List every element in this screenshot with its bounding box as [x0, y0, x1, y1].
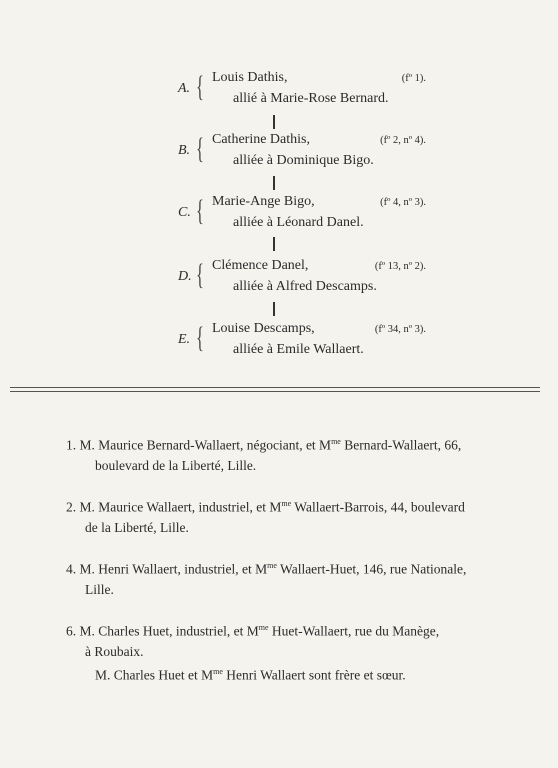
folio-reference: (fº 34, nº 3).	[374, 324, 426, 335]
entry-text: Wallaert-Huet, 146, rue Nationale,	[276, 561, 467, 577]
title-superscript: me	[281, 499, 292, 508]
folio-reference: (fº 1).	[401, 73, 426, 84]
genealogy-entry-a	[0, 70, 558, 110]
entry-text: 1. M. Maurice Bernard-Wallaert, négociant, et M	[66, 437, 332, 453]
spouse-line: allié à Marie-Rose Bernard.	[233, 91, 389, 106]
person-name: Louise Descamps,	[212, 321, 315, 336]
generation-letter: B.	[178, 143, 191, 158]
entry-text: 4. M. Henri Wallaert, industriel, et M	[66, 561, 268, 577]
separator-rule-bottom	[10, 391, 540, 392]
note-text: M. Charles Huet et M	[95, 667, 214, 682]
generation-letter: A.	[178, 81, 191, 96]
entry-continuation: Lille.	[85, 581, 114, 597]
address-entry-2	[66, 494, 498, 538]
brace-icon: {	[196, 132, 204, 165]
spouse-line: alliée à Léonard Danel.	[233, 215, 364, 230]
lineage-connector	[273, 237, 275, 251]
address-entry-4	[66, 556, 498, 600]
person-name: Catherine Dathis,	[212, 132, 310, 147]
genealogy-entry-c	[0, 194, 558, 234]
entry-continuation: à Roubaix.	[85, 643, 144, 659]
entry-line	[66, 432, 498, 456]
genealogy-entry-d	[0, 258, 558, 298]
entry-line	[66, 556, 498, 580]
entry-line	[66, 618, 498, 642]
entry-text: Bernard-Wallaert, 66,	[340, 437, 462, 453]
lineage-connector	[273, 115, 275, 129]
entry-text: 6. M. Charles Huet, industriel, et M	[66, 623, 259, 639]
person-name: Louis Dathis,	[212, 70, 288, 85]
title-superscript: me	[213, 666, 223, 676]
separator-rule-top	[10, 387, 540, 388]
folio-reference: (fº 13, nº 2).	[374, 261, 426, 272]
note-text: Henri Wallaert sont frère et sœur.	[222, 667, 406, 682]
title-superscript: me	[258, 623, 269, 632]
entry-note	[66, 662, 498, 686]
entry-line	[66, 494, 498, 518]
person-name: Clémence Danel,	[212, 258, 309, 273]
generation-letter: D.	[178, 269, 192, 284]
folio-reference: (fº 2, nº 4).	[380, 135, 426, 146]
entry-continuation: boulevard de la Liberté, Lille.	[95, 457, 257, 473]
brace-icon: {	[196, 321, 204, 354]
entry-text: Wallaert-Barrois, 44, boulevard	[291, 499, 465, 515]
title-superscript: me	[331, 437, 341, 446]
spouse-line: alliée à Dominique Bigo.	[233, 153, 374, 168]
generation-letter: E.	[178, 332, 191, 347]
address-entry-1	[66, 432, 498, 476]
entry-text: Huet-Wallaert, rue du Manège,	[268, 623, 440, 639]
address-entry-6	[66, 618, 498, 685]
spouse-line: alliée à Emile Wallaert.	[233, 342, 364, 357]
entry-text: 2. M. Maurice Wallaert, industriel, et M	[66, 499, 282, 515]
person-name: Marie-Ange Bigo,	[212, 194, 315, 209]
folio-reference: (fº 4, nº 3).	[380, 197, 426, 208]
brace-icon: {	[196, 258, 204, 291]
generation-letter: C.	[178, 205, 191, 220]
brace-icon: {	[196, 194, 204, 227]
entry-continuation: de la Liberté, Lille.	[85, 519, 189, 535]
brace-icon: {	[196, 70, 204, 103]
genealogy-entry-b	[0, 132, 558, 172]
spouse-line: alliée à Alfred Descamps.	[233, 279, 377, 294]
lineage-connector	[273, 302, 275, 316]
genealogy-entry-e	[0, 321, 558, 361]
title-superscript: me	[267, 561, 277, 570]
lineage-connector	[273, 176, 275, 190]
